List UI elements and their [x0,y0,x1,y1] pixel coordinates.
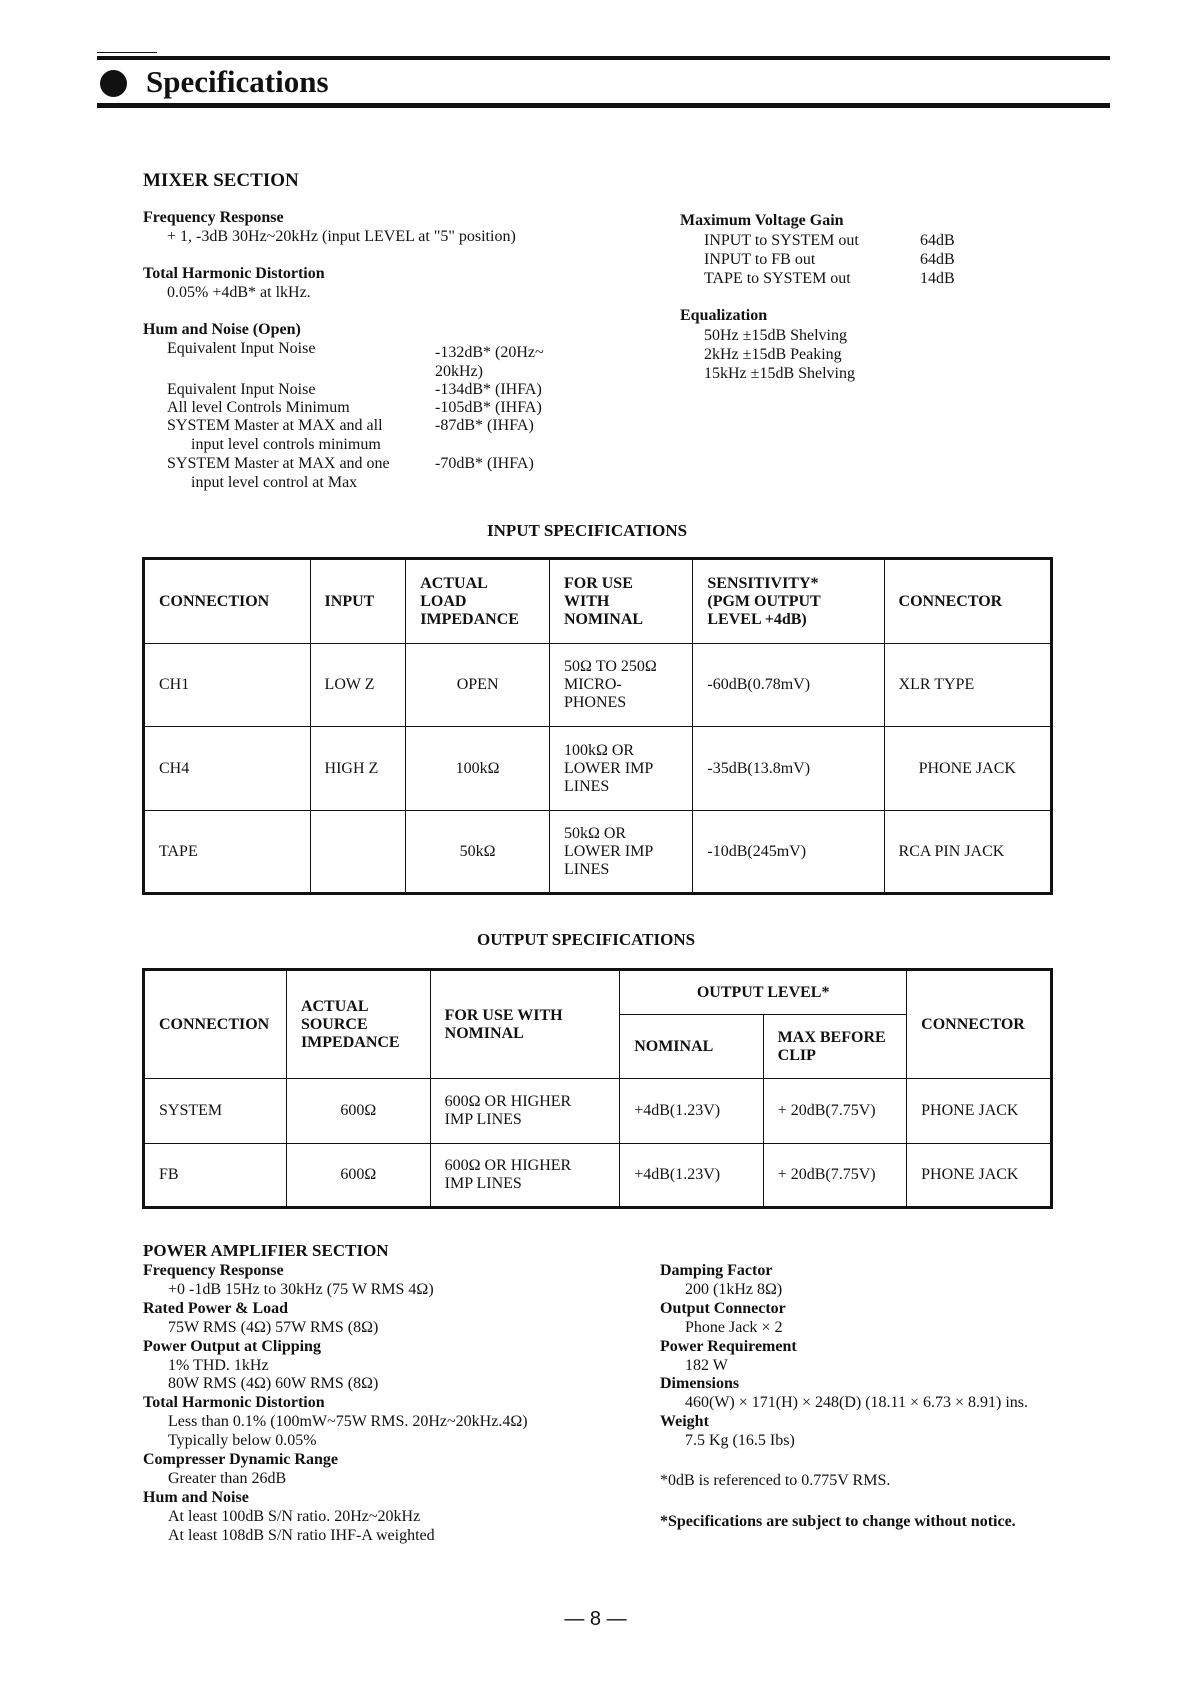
change-notice: *Specifications are subject to change without notice. [660,1513,1016,1530]
spec-value: 200 (1kHz 8Ω) [685,1280,783,1298]
input-specs-title: INPUT SPECIFICATIONS [487,521,688,540]
table-cell: PHONE JACK [907,1079,1052,1144]
spec-label: Rated Power & Load [143,1299,289,1317]
hum-row-4-value: -87dB* (IHFA) [435,417,534,434]
gain-row-2-value: 64dB [920,251,955,268]
output-specs-table [142,968,1053,1209]
table-cell: FB [144,1144,287,1208]
table-cell: -35dB(13.8mV) [693,727,884,811]
gain-row-3-value: 14dB [920,270,955,287]
hum-row-2-desc: Equivalent Input Noise [167,381,316,398]
table-row [144,1079,1052,1144]
page-number: — 8 — [564,1608,627,1630]
hum-row-1-desc: Equivalent Input Noise [167,340,316,357]
spec-value: At least 108dB S/N ratio IHF-A weighted [168,1526,435,1544]
table-cell: XLR TYPE [884,644,1051,727]
table-row [144,1144,1052,1208]
header-cell: MAX BEFORE CLIP [763,1015,906,1079]
spec-value: Greater than 26dB [168,1469,287,1487]
spec-label: Hum and Noise [143,1488,249,1506]
spec-label: Weight [660,1413,709,1431]
table-cell: 100kΩ [406,727,550,811]
table-cell: 600Ω [286,1079,430,1144]
voltage-gain-label: Maximum Voltage Gain [680,212,844,229]
table-cell: TAPE [144,811,311,894]
table-header-row [144,970,1052,1015]
header-rule-top [97,56,1110,60]
header-cell: ACTUAL LOAD IMPEDANCE [406,559,550,644]
thd-label: Total Harmonic Distortion [143,265,325,282]
table-row [144,727,1052,811]
eq-row-1: 50Hz ±15dB Shelving [704,327,847,344]
table-cell: -10dB(245mV) [693,811,884,894]
spec-label: Output Connector [660,1299,786,1317]
bullet-icon [100,70,127,97]
table-cell: HIGH Z [310,727,406,811]
hum-row-1-value-cont: 20kHz) [435,363,483,380]
spec-label: Power Requirement [660,1337,797,1355]
frequency-response-value: + 1, -3dB 30Hz~20kHz (input LEVEL at "5" position) [167,228,516,245]
spec-value: 460(W) × 171(H) × 248(D) (18.11 × 6.73 × 8.91) ins. [685,1394,1029,1412]
header-cell: FOR USE WITH NOMINAL [430,970,620,1079]
table-cell: PHONE JACK [884,727,1051,811]
spec-value: 80W RMS (4Ω) 60W RMS (8Ω) [168,1375,379,1393]
power-section-heading: POWER AMPLIFIER SECTION [143,1241,389,1260]
spec-value: Phone Jack × 2 [685,1318,783,1336]
hum-row-5-desc-cont: input level control at Max [191,474,358,491]
spec-value: At least 100dB S/N ratio. 20Hz~20kHz [168,1507,421,1525]
table-cell: 600Ω OR HIGHER IMP LINES [430,1144,620,1208]
header-cell: FOR USE WITH NOMINAL [549,559,692,644]
hum-row-4-desc-cont: input level controls minimum [191,436,381,453]
spec-value: Typically below 0.05% [168,1432,317,1450]
header-rule-bottom [97,103,1110,108]
gain-row-3-name: TAPE to SYSTEM out [704,270,851,287]
table-cell: 50kΩ OR LOWER IMP LINES [549,811,692,894]
spec-label: Damping Factor [660,1262,773,1279]
input-specs-table [142,557,1053,895]
gain-row-1-name: INPUT to SYSTEM out [704,232,859,249]
header-rule-thin [97,52,157,53]
table-row [144,811,1052,894]
spec-value: 182 W [685,1356,728,1374]
header-cell: ACTUAL SOURCE IMPEDANCE [286,970,430,1079]
header-cell: INPUT [310,559,406,644]
hum-row-2-value: -134dB* (IHFA) [435,381,542,398]
header-cell: CONNECTION [144,970,287,1079]
header-cell: SENSITIVITY* (PGM OUTPUT LEVEL +4dB) [693,559,884,644]
table-cell: LOW Z [310,644,406,727]
mixer-section-heading: MIXER SECTION [143,170,299,191]
table-cell: 50Ω TO 250Ω MICRO- PHONES [549,644,692,727]
hum-row-3-desc: All level Controls Minimum [167,399,350,416]
gain-row-1-value: 64dB [920,232,955,249]
power-right-column [660,1262,1028,1451]
table-row [144,644,1052,727]
header-cell: CONNECTOR [884,559,1051,644]
table-cell: SYSTEM [144,1079,287,1144]
equalization-label: Equalization [680,307,768,324]
gain-row-2-name: INPUT to FB out [704,251,816,268]
table-cell: CH1 [144,644,311,727]
page-title: Specifications [146,64,329,99]
hum-row-3-value: -105dB* (IHFA) [435,399,542,416]
table-cell: CH4 [144,727,311,811]
table-cell: +4dB(1.23V) [620,1079,763,1144]
hum-row-4-desc: SYSTEM Master at MAX and all [167,417,383,434]
table-cell: +4dB(1.23V) [620,1144,763,1208]
hum-row-5-desc: SYSTEM Master at MAX and one [167,455,390,472]
table-cell: + 20dB(7.75V) [763,1079,906,1144]
spec-label: Power Output at Clipping [143,1337,321,1355]
table-cell: PHONE JACK [907,1144,1052,1208]
table-cell: -60dB(0.78mV) [693,644,884,727]
spec-label: Compresser Dynamic Range [143,1451,338,1469]
table-cell: 50kΩ [406,811,550,894]
reference-note: *0dB is referenced to 0.775V RMS. [660,1472,891,1489]
output-specs-title: OUTPUT SPECIFICATIONS [477,930,696,949]
spec-value: Less than 0.1% (100mW~75W RMS. 20Hz~20kHz.4Ω) [168,1413,528,1431]
spec-value: 75W RMS (4Ω) 57W RMS (8Ω) [168,1318,379,1336]
table-cell: 100kΩ OR LOWER IMP LINES [549,727,692,811]
hum-row-1-value: -132dB* (20Hz~ [435,344,544,361]
eq-row-2: 2kHz ±15dB Peaking [704,346,842,363]
table-cell: OPEN [406,644,550,727]
table-cell [310,811,406,894]
spec-value: 7.5 Kg (16.5 Ibs) [685,1432,795,1450]
hum-noise-label: Hum and Noise (Open) [143,321,301,338]
header-cell: CONNECTOR [907,970,1052,1079]
table-cell: RCA PIN JACK [884,811,1051,894]
thd-value: 0.05% +4dB* at lkHz. [167,284,311,301]
header-cell: NOMINAL [620,1015,763,1079]
spec-label: Dimensions [660,1375,740,1393]
spec-label: Frequency Response [143,1262,284,1279]
header-cell: OUTPUT LEVEL* [620,970,907,1015]
spec-label: Total Harmonic Distortion [143,1394,325,1412]
table-cell: 600Ω [286,1144,430,1208]
header-cell: CONNECTION [144,559,311,644]
table-header-row [144,559,1052,644]
table-cell: + 20dB(7.75V) [763,1144,906,1208]
eq-row-3: 15kHz ±15dB Shelving [704,365,855,382]
hum-row-5-value: -70dB* (IHFA) [435,455,534,472]
frequency-response-label: Frequency Response [143,209,284,226]
power-left-column [143,1262,528,1546]
spec-value: 1% THD. 1kHz [168,1356,269,1374]
spec-value: +0 -1dB 15Hz to 30kHz (75 W RMS 4Ω) [168,1280,434,1298]
table-cell: 600Ω OR HIGHER IMP LINES [430,1079,620,1144]
